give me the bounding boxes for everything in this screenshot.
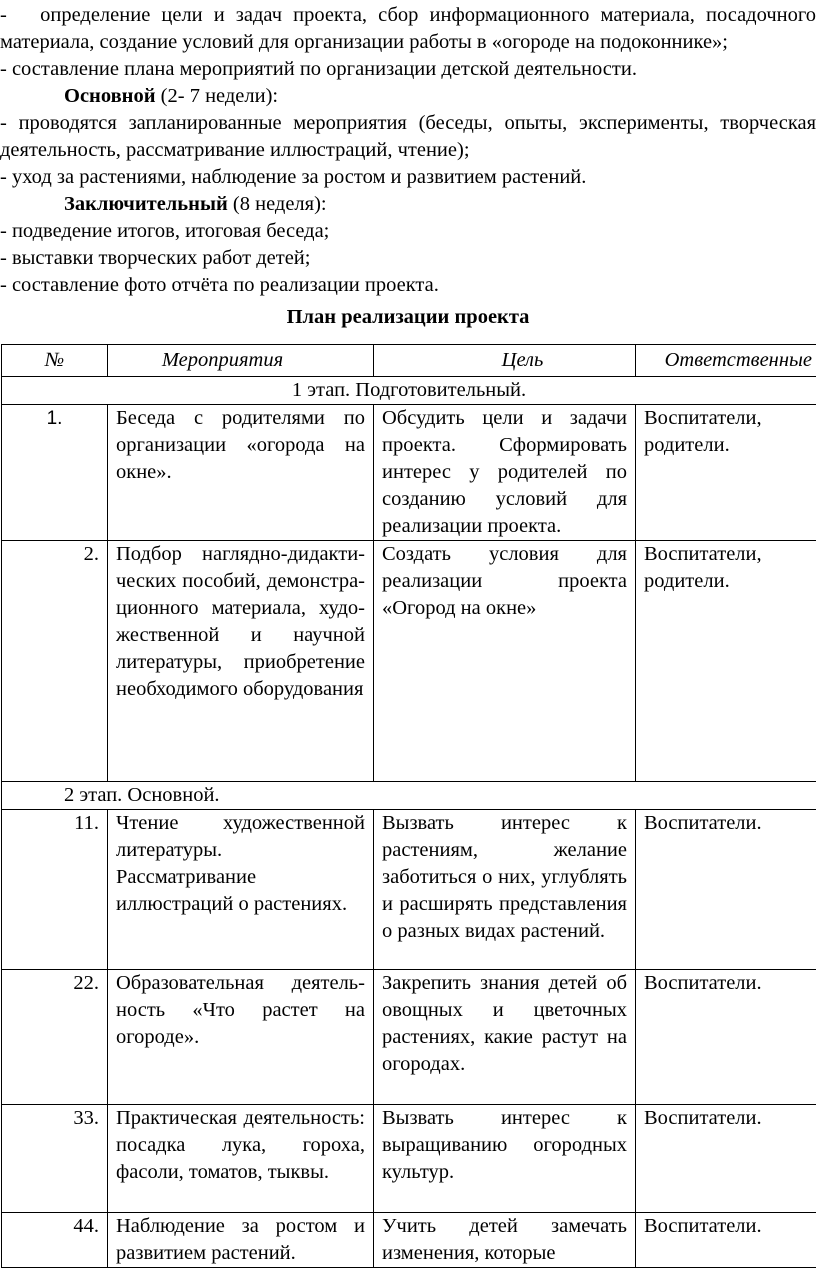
row-responsible: Воспитатели.	[636, 1105, 816, 1213]
stage-main-title: Основной	[64, 85, 156, 107]
row-number: 2.	[2, 541, 108, 782]
row-event: Практическая деятельность: посадка лука, гороха, фасоли, томатов, тыквы.	[108, 1105, 374, 1213]
table-row	[2, 1213, 816, 1268]
row-responsible: Воспитатели.	[636, 810, 816, 970]
table-row	[2, 405, 816, 541]
intro-text	[0, 2, 816, 331]
table-row	[2, 1105, 816, 1213]
stage-final-title: Заключительный	[64, 193, 228, 215]
stage-row	[2, 377, 816, 405]
stage-final-weeks: (8 неделя):	[228, 193, 327, 215]
table-title: План реализации проекта	[0, 303, 816, 331]
stage-final-item-1: - подведение итогов, итоговая беседа;	[0, 218, 816, 245]
row-number: 44.	[2, 1213, 108, 1268]
row-event: Беседа с родителями по организации «огорода на окне».	[108, 405, 374, 541]
header-events: Мероприятия	[108, 345, 374, 377]
header-responsible: Ответственные	[636, 345, 816, 377]
stage-prep-item-1: - определение цели и задач проекта, сбор информационного материала, посадочного материала, создание условий для организации работы в «огороде на подоконнике»;	[0, 2, 816, 56]
row-responsible: Воспитатели, родители.	[636, 541, 816, 782]
stage-main-weeks: (2- 7 недели):	[156, 85, 279, 107]
table-row	[2, 541, 816, 782]
stage-final-item-3: - составление фото отчёта по реализации проекта.	[0, 272, 816, 299]
row-event: Наблюдение за ростом и развитием растений.	[108, 1213, 374, 1268]
row-goal: Обсудить цели и задачи проекта. Сформировать интерес у родителей по созданию условий для реализации проекта.	[374, 405, 636, 541]
stage-main-heading	[0, 83, 816, 110]
row-goal: Вызвать интерес к выращиванию огородных культур.	[374, 1105, 636, 1213]
table-row	[2, 970, 816, 1105]
row-number: 33.	[2, 1105, 108, 1213]
row-goal: Вызвать интерес к растениям, желание заботиться о них, углублять и расширять представления о разных видах растений.	[374, 810, 636, 970]
stage-1-label: 1 этап. Подготовительный.	[2, 377, 816, 405]
row-responsible: Воспитатели.	[636, 970, 816, 1105]
table-header-row	[2, 345, 816, 377]
header-goal: Цель	[374, 345, 636, 377]
stage-final-item-2: - выставки творческих работ детей;	[0, 245, 816, 272]
table-row	[2, 810, 816, 970]
row-responsible: Воспитатели.	[636, 1213, 816, 1268]
row-number: 11.	[2, 810, 108, 970]
row-goal: Учить детей замечать изменения, которые	[374, 1213, 636, 1268]
stage-main-item-2: - уход за растениями, наблюдение за ростом и развитием растений.	[0, 164, 816, 191]
stage-2-label: 2 этап. Основной.	[2, 782, 816, 810]
header-number: №	[2, 345, 108, 377]
row-number: 1.	[2, 405, 108, 541]
row-responsible: Воспитатели, родители.	[636, 405, 816, 541]
row-number: 22.	[2, 970, 108, 1105]
stage-final-heading	[0, 191, 816, 218]
row-goal: Закрепить знания детей об овощных и цветочных растениях, какие растут на огородах.	[374, 970, 636, 1105]
row-event: Образовательная деятель-ность «Что растет на огороде».	[108, 970, 374, 1105]
stage-prep-item-2: - составление плана мероприятий по организации детской деятельности.	[0, 56, 816, 83]
document-page	[0, 2, 816, 1257]
row-event: Чтение художественной литературы. Рассматривание иллюстраций о растениях.	[108, 810, 374, 970]
stage-main-item-1: - проводятся запланированные мероприятия (беседы, опыты, эксперименты, творческая деятельность, рассматривание иллюстраций, чтение);	[0, 110, 816, 164]
plan-table	[1, 344, 816, 1268]
row-goal: Создать условия для реализации проекта «Огород на окне»	[374, 541, 636, 782]
stage-row	[2, 782, 816, 810]
row-event: Подбор наглядно-дидакти-ческих пособий, демонстра-ционного материала, худо-жественной и научной литературы, приобретение необходимого оборудования	[108, 541, 374, 782]
